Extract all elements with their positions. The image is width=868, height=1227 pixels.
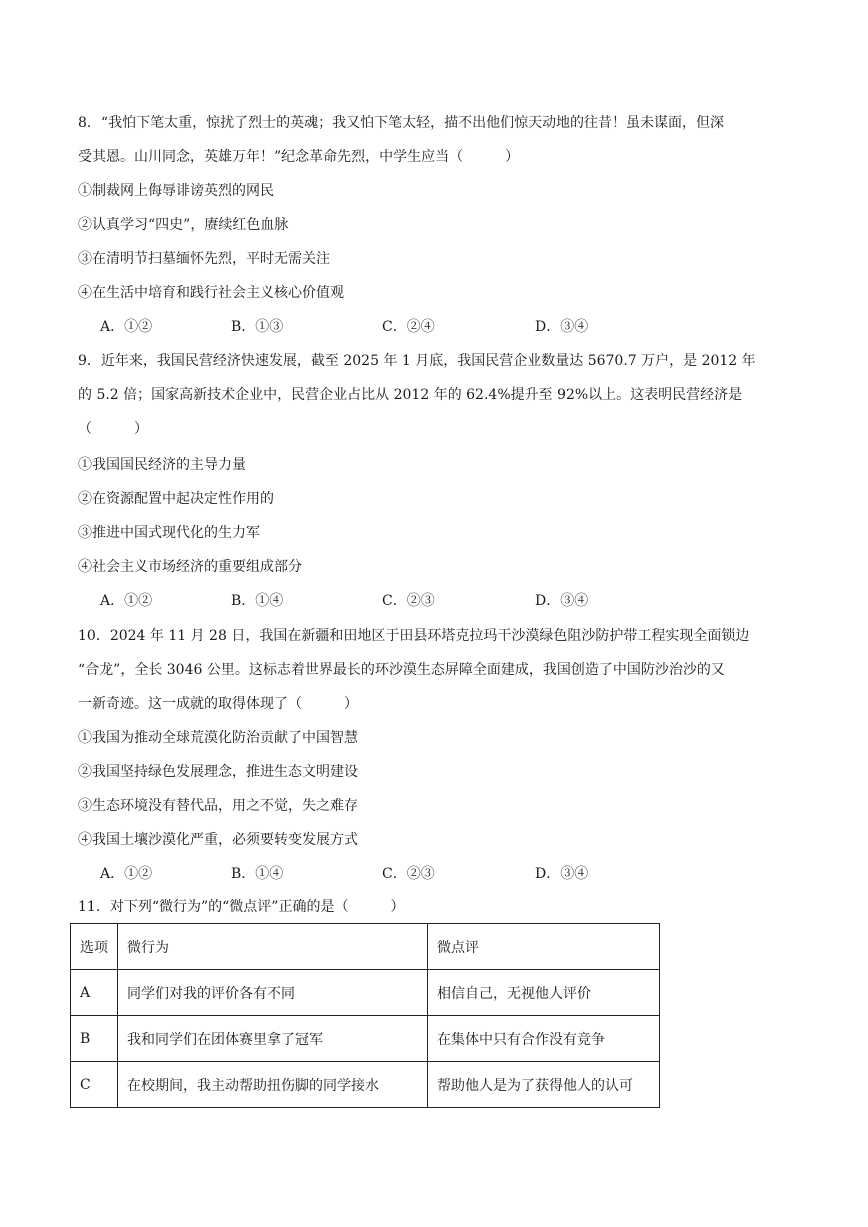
- q10-stem-line-1: 10．2024 年 11 月 28 日，我国在新疆和田地区于田县环塔克拉玛干沙漠绿色阻沙防护带工程实现全面锁边: [78, 628, 750, 644]
- q10-option-a[interactable]: A．①②: [100, 866, 153, 882]
- q8-item-2: ②认真学习“四史”，赓续红色血脉: [78, 217, 289, 233]
- q10-item-3: ③生态环境没有替代品，用之不觉，失之难存: [78, 798, 358, 814]
- q10-option-c[interactable]: C．②③: [382, 866, 435, 882]
- row-c-comment: 帮助他人是为了获得他人的认可: [428, 1062, 660, 1108]
- q9-item-1: ①我国国民经济的主导力量: [78, 457, 246, 473]
- q9-option-b[interactable]: B．①④: [231, 593, 284, 609]
- q11-stem: 11．对下列“微行为”的“微点评”正确的是（ ）: [78, 899, 405, 915]
- q9-item-3: ③推进中国式现代化的生力军: [78, 525, 260, 541]
- q11-table: [70, 923, 660, 1108]
- row-b-option: B: [71, 1016, 118, 1062]
- q10-item-1: ①我国为推动全球荒漠化防治贡献了中国智慧: [78, 730, 358, 746]
- row-a-behavior: 同学们对我的评价各有不同: [118, 970, 428, 1016]
- q8-item-3: ③在清明节扫墓缅怀先烈，平时无需关注: [78, 251, 330, 267]
- row-b-behavior: 我和同学们在团体赛里拿了冠军: [118, 1016, 428, 1062]
- q8-option-b[interactable]: B．①③: [231, 319, 284, 335]
- row-b-comment: 在集体中只有合作没有竞争: [428, 1016, 660, 1062]
- q9-option-c[interactable]: C．②③: [382, 593, 435, 609]
- table-row: [71, 970, 660, 1016]
- row-c-option: C: [71, 1062, 118, 1108]
- row-c-behavior: 在校期间，我主动帮助扭伤脚的同学接水: [118, 1062, 428, 1108]
- q10-item-4: ④我国土壤沙漠化严重，必须要转变发展方式: [78, 832, 358, 848]
- header-comment: 微点评: [428, 924, 660, 970]
- table-row: [71, 1062, 660, 1108]
- q8-stem-line-2: 受其恩。山川同念，英雄万年！”纪念革命先烈，中学生应当（ ）: [78, 149, 520, 165]
- row-a-comment: 相信自己，无视他人评价: [428, 970, 660, 1016]
- q10-stem-line-3: 一新奇迹。这一成就的取得体现了（ ）: [78, 696, 358, 712]
- q9-option-d[interactable]: D．③④: [535, 593, 589, 609]
- table-row: [71, 1016, 660, 1062]
- table-header-row: [71, 924, 660, 970]
- q10-option-b[interactable]: B．①④: [231, 866, 284, 882]
- row-a-option: A: [71, 970, 118, 1016]
- q9-stem-line-3: （ ）: [78, 421, 148, 437]
- q8-stem-line-1: 8．“我怕下笔太重，惊扰了烈士的英魂；我又怕下笔太轻，描不出他们惊天动地的往昔！虽未谋面，但深: [78, 115, 725, 131]
- q8-option-d[interactable]: D．③④: [535, 319, 589, 335]
- q9-stem-line-1: 9．近年来，我国民营经济快速发展，截至 2025 年 1 月底，我国民营企业数量达 5670.7 万户，是 2012 年: [78, 353, 756, 369]
- q8-item-4: ④在生活中培育和践行社会主义核心价值观: [78, 285, 344, 301]
- q10-option-d[interactable]: D．③④: [535, 866, 589, 882]
- q10-item-2: ②我国坚持绿色发展理念，推进生态文明建设: [78, 764, 358, 780]
- q9-item-2: ②在资源配置中起决定性作用的: [78, 491, 274, 507]
- q8-item-1: ①制裁网上侮辱诽谤英烈的网民: [78, 183, 274, 199]
- q8-option-a[interactable]: A．①②: [100, 319, 153, 335]
- q10-stem-line-2: “合龙”，全长 3046 公里。这标志着世界最长的环沙漠生态屏障全面建成，我国创造了中国防沙治沙的又: [78, 662, 725, 678]
- q9-option-a[interactable]: A．①②: [100, 593, 153, 609]
- header-option: 选项: [71, 924, 118, 970]
- q9-item-4: ④社会主义市场经济的重要组成部分: [78, 559, 302, 575]
- header-behavior: 微行为: [118, 924, 428, 970]
- q9-stem-line-2: 的 5.2 倍；国家高新技术企业中，民营企业占比从 2012 年的 62.4%提升至 92%以上。这表明民营经济是: [78, 387, 743, 403]
- q8-option-c[interactable]: C．②④: [382, 319, 435, 335]
